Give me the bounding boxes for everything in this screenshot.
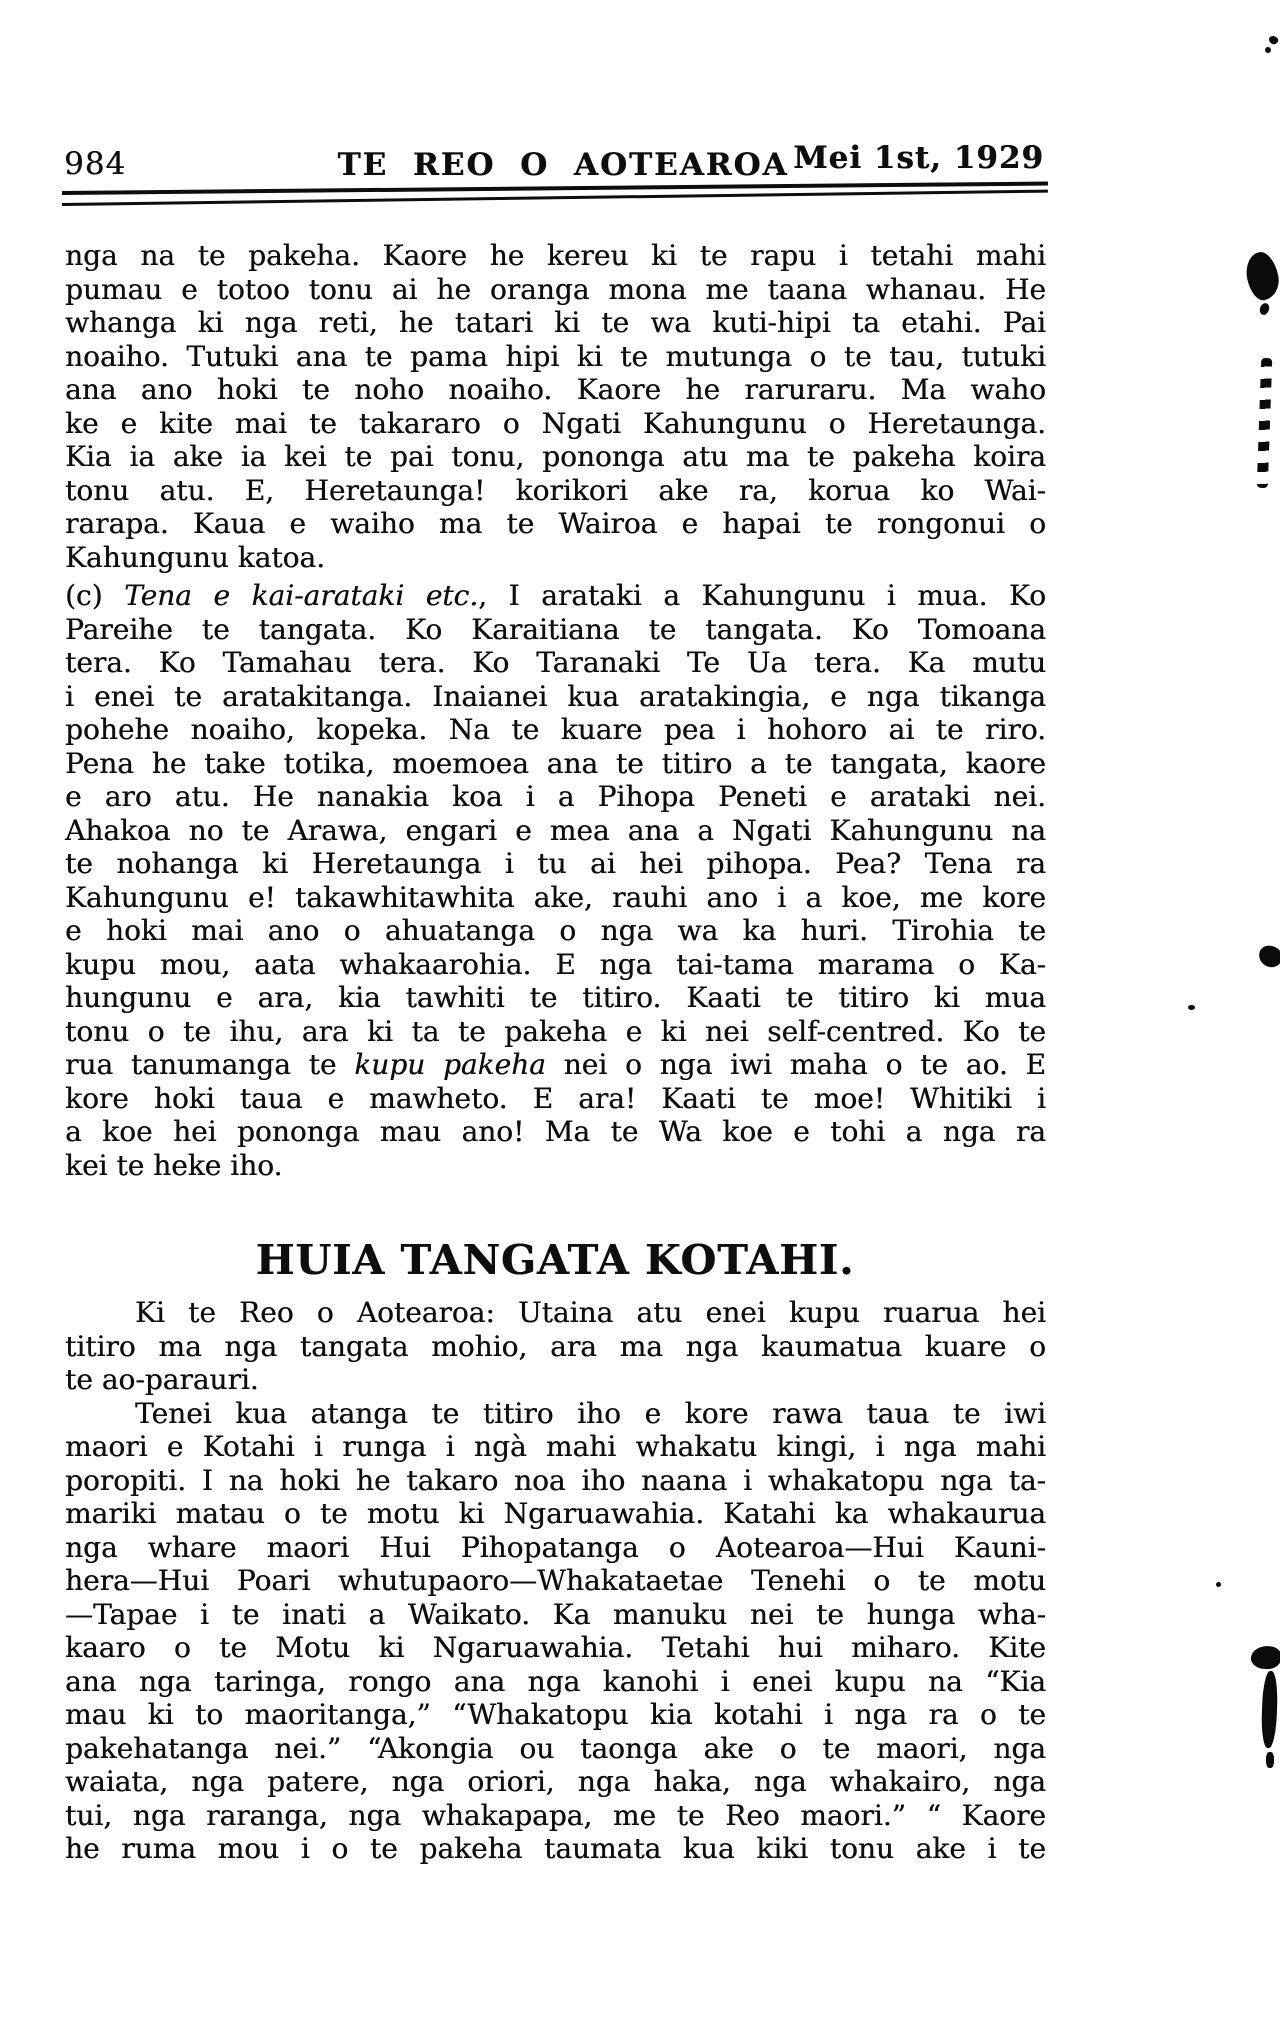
text-line (65, 1497, 1046, 1531)
text-segment: nga whare maori Hui Pihopatanga o Aotearoa—Hui Kauni- (65, 1530, 1046, 1564)
article-heading: HUIA TANGATA KOTAHI. (255, 1236, 855, 1284)
text-line (65, 1330, 1046, 1364)
ink-smudge (1250, 1644, 1280, 1670)
text-line (65, 1799, 1046, 1833)
page-header (64, 141, 1046, 181)
text-segment: nga na te pakeha. Kaore he kereu ki te rapu i tetahi mahi (65, 239, 1046, 272)
ink-smudge (1257, 944, 1280, 969)
text-segment: mariki matau o te motu ki Ngaruawahia. Katahi ka whakaurua (65, 1497, 1046, 1530)
text-segment: tui, nga raranga, nga whakapapa, me te Reo maori.” “ Kaore (65, 1798, 1046, 1832)
text-segment: i enei te aratakitanga. Inaianei kua aratakingia, e nga tikanga (65, 679, 1046, 713)
text-segment: kupu mou, aata whakaarohia. E nga tai-tama marama o Ka- (65, 947, 1046, 981)
text-segment: te nohanga ki Heretaunga i tu ai hei pihopa. Pea? Tena ra (65, 847, 1046, 880)
text-segment: noaiho. Tutuki ana te pama hipi ki te mutunga o te tau, tutuki (65, 339, 1046, 373)
text-line (65, 440, 1046, 474)
text-segment: rua tanumanga te (65, 1048, 355, 1081)
text-line (65, 613, 1046, 647)
text-segment: nei o nga iwi maha o te ao. E (545, 1048, 1046, 1081)
text-segment: waiata, nga patere, nga oriori, nga haka, nga whakairo, nga (65, 1765, 1046, 1798)
text-line (65, 407, 1046, 441)
text-line (65, 1598, 1046, 1632)
text-line (65, 1564, 1046, 1598)
text-line (65, 1082, 1046, 1116)
text-line (65, 747, 1046, 781)
text-line (65, 713, 1046, 747)
text-segment: tera. Ko Tamahau tera. Ko Taranaki Te Ua tera. Ka mutu (65, 646, 1046, 679)
text-line (65, 340, 1046, 374)
text-segment: a koe hei pononga mau ano! Ma te Wa koe e tohi a nga ra (65, 1115, 1046, 1148)
text-line (65, 1665, 1046, 1699)
article-continuation (65, 239, 1046, 1182)
text-line (65, 881, 1046, 915)
text-segment: mau ki to maoritanga,” “Whakatopu kia kotahi i nga ra o te (65, 1698, 1046, 1731)
text-line (65, 1363, 1046, 1397)
italic-text: kupu pakeha (354, 1048, 546, 1081)
text-segment: te ao-parauri. (65, 1363, 259, 1396)
ink-smudge (1258, 302, 1271, 316)
journal-title: TE REO O AOTEAROA (337, 147, 789, 183)
text-line (65, 847, 1046, 881)
text-line (65, 1464, 1046, 1498)
text-segment: Pena he take totika, moemoea ana te titiro a te tangata, kaore (65, 746, 1046, 780)
text-segment: pakehatanga nei.” “Akongia ou taonga ake o te maori, nga (65, 1731, 1046, 1765)
text-segment: , I arataki a Kahungunu i mua. Ko (478, 579, 1046, 612)
text-segment: (c) (65, 579, 125, 612)
text-segment: —Tapae i te inati a Waikato. Ka manuku nei te hunga wha- (65, 1597, 1046, 1631)
text-segment: poropiti. I na hoki he takaro noa iho naana i whakatopu nga ta- (65, 1463, 1046, 1497)
text-segment: maori e Kotahi i runga i ngà mahi whakatu kingi, i nga mahi (65, 1430, 1046, 1463)
text-line (65, 680, 1046, 714)
text-line (65, 780, 1046, 814)
text-line (65, 814, 1046, 848)
text-segment: ana nga taringa, rongo ana nga kanohi i enei kupu na “Kia (65, 1664, 1046, 1698)
text-line (65, 1149, 1046, 1183)
text-segment: Pareihe te tangata. Ko Karaitiana te tangata. Ko Tomoana (65, 612, 1046, 646)
text-line (65, 373, 1046, 407)
text-line (65, 541, 1046, 575)
ink-smudge (1265, 47, 1271, 53)
text-segment: rarapa. Kaua e waiho ma te Wairoa e hapai te rongonui o (65, 507, 1046, 540)
text-segment: kaaro o te Motu ki Ngaruawahia. Tetahi hui miharo. Kite (65, 1631, 1046, 1664)
text-segment: Kahungunu katoa. (65, 540, 325, 574)
text-segment: Kia ia ake ia kei te pai tonu, pononga atu ma te pakeha koira (65, 440, 1046, 473)
text-line (65, 1015, 1046, 1049)
text-segment: hungunu e ara, kia tawhiti te titiro. Kaati te titiro ki mua (65, 981, 1046, 1014)
ink-smudge (1188, 1005, 1195, 1010)
text-line (65, 948, 1046, 982)
paragraph (65, 239, 1046, 574)
text-segment: he ruma mou i o te pakeha taumata kua kiki tonu ake i te (65, 1832, 1046, 1865)
text-segment: whanga ki nga reti, he tatari ki te wa kuti-hipi ta etahi. Pai (65, 306, 1046, 339)
article-huia-tangata-kotahi (65, 1296, 1046, 1866)
text-line (65, 1832, 1046, 1866)
text-line (65, 306, 1046, 340)
text-line (65, 646, 1046, 680)
ink-smudge (1257, 358, 1273, 488)
page-number: 984 (64, 146, 127, 182)
text-line (65, 1296, 1046, 1330)
text-segment: tonu atu. E, Heretaunga! korikori ake ra, korua ko Wai- (65, 473, 1046, 507)
text-line (65, 239, 1046, 273)
text-line (65, 579, 1046, 613)
ink-smudge (1261, 1671, 1279, 1748)
text-line (65, 1732, 1046, 1766)
paragraph (65, 1397, 1046, 1866)
ink-smudge (1266, 1752, 1274, 1768)
text-line (65, 1115, 1046, 1149)
text-line (65, 1698, 1046, 1732)
text-segment: hera—Hui Poari whutupaoro—Whakataetae Tenehi o te motu (65, 1564, 1046, 1597)
issue-date: Mei 1st, 1929 (793, 140, 1044, 176)
text-line (65, 1048, 1046, 1082)
text-line (65, 507, 1046, 541)
text-line (65, 981, 1046, 1015)
text-segment: e hoki mai ano o ahuatanga o nga wa ka huri. Tirohia te (65, 914, 1046, 947)
text-segment: e aro atu. He nanakia koa i a Pihopa Peneti e arataki nei. (65, 780, 1046, 813)
text-segment: tonu o te ihu, ara ki ta te pakeha e ki nei self-centred. Ko te (65, 1014, 1046, 1048)
text-segment: Tenei kua atanga te titiro iho e kore rawa taua te iwi (135, 1396, 1046, 1430)
ink-smudge (1216, 1582, 1221, 1587)
text-line (65, 914, 1046, 948)
text-segment: ke e kite mai te takararo o Ngati Kahungunu o Heretaunga. (65, 406, 1046, 440)
text-line (65, 273, 1046, 307)
text-segment: kei te heke iho. (65, 1148, 283, 1182)
text-line (65, 1631, 1046, 1665)
paragraph (65, 579, 1046, 1182)
text-line (65, 474, 1046, 508)
text-segment: pohehe noaiho, kopeka. Na te kuare pea i hohoro ai te riro. (65, 713, 1046, 746)
text-segment: kore hoki taua e mawheto. E ara! Kaati te moe! Whitiki i (65, 1081, 1046, 1115)
text-segment: pumau e totoo tonu ai he oranga mona me taana whanau. He (65, 272, 1046, 306)
text-segment: Kahungunu e! takawhitawhita ake, rauhi ano i a koe, me kore (65, 880, 1046, 914)
text-line (65, 1531, 1046, 1565)
text-segment: ana ano hoki te noho noaiho. Kaore he raruraru. Ma waho (65, 373, 1046, 406)
text-segment: Ki te Reo o Aotearoa: Utaina atu enei kupu ruarua hei (135, 1296, 1046, 1329)
text-line (65, 1765, 1046, 1799)
text-segment: titiro ma nga tangata mohio, ara ma nga kaumatua kuare o (65, 1329, 1046, 1363)
text-segment: Ahakoa no te Arawa, engari e mea ana a Ngati Kahungunu na (65, 813, 1046, 847)
text-line (65, 1397, 1046, 1431)
ink-smudge (1242, 249, 1280, 302)
paragraph (65, 1296, 1046, 1397)
ink-smudge (1267, 34, 1279, 46)
text-line (65, 1430, 1046, 1464)
italic-text: Tena e kai-arataki etc. (124, 579, 479, 612)
